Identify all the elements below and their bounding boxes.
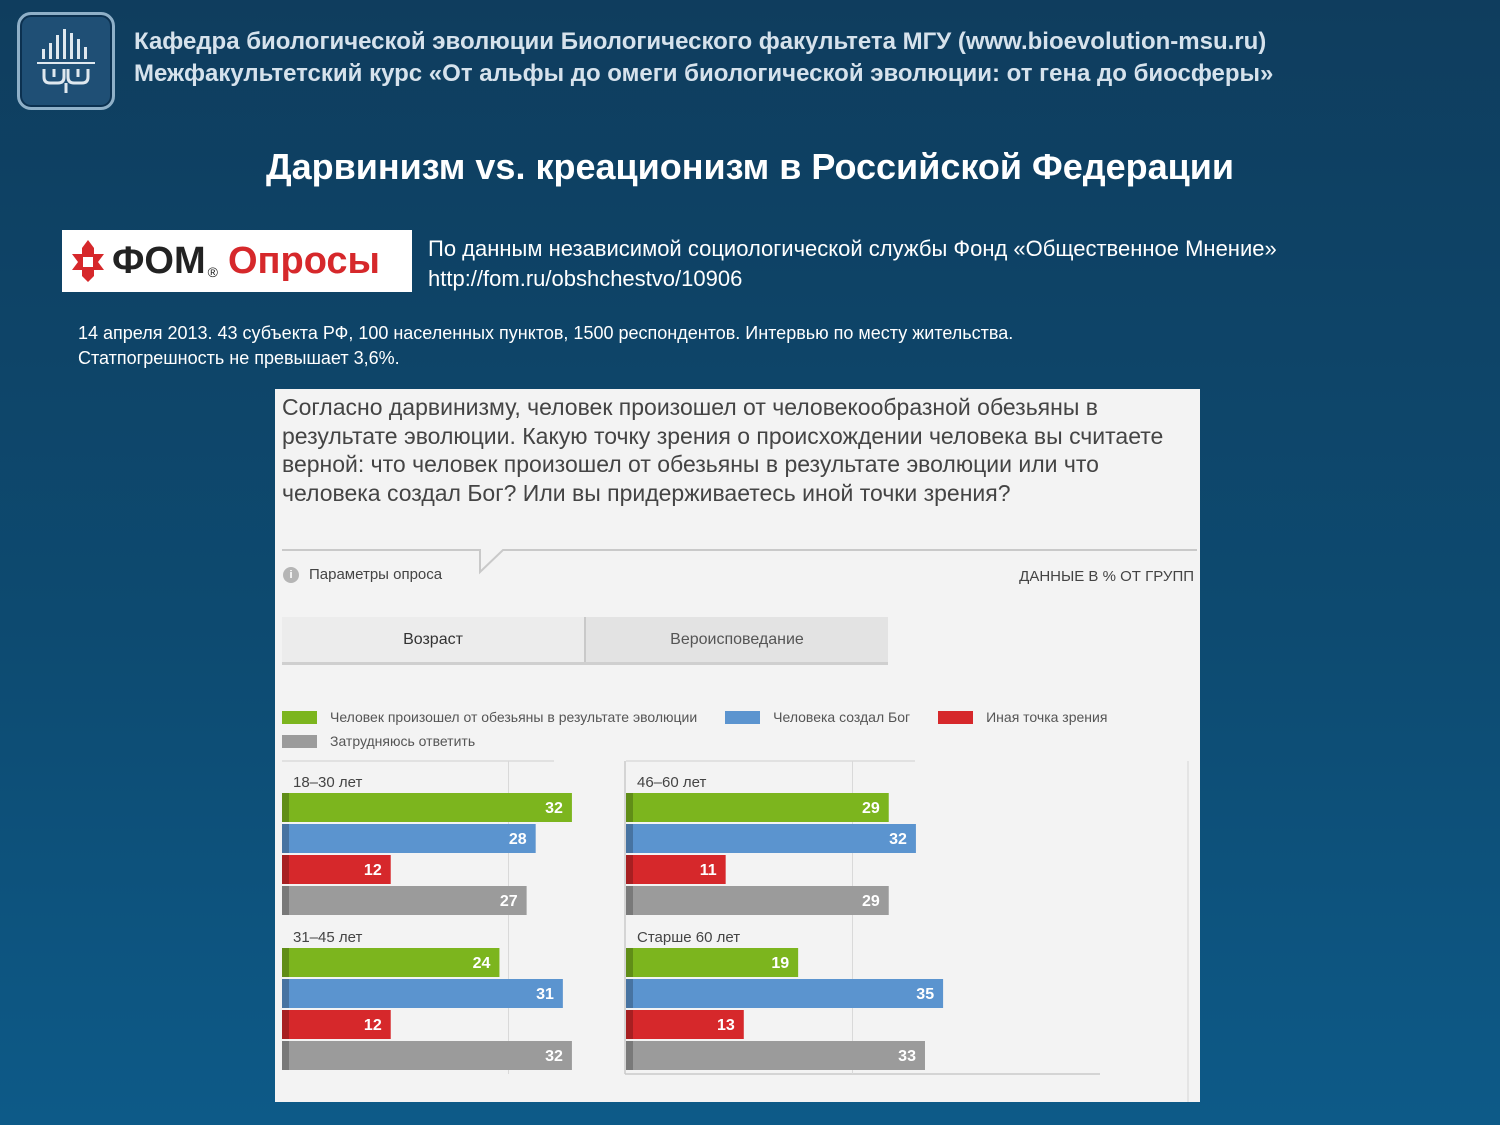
- bar-edge: [282, 979, 289, 1008]
- group-label: Старше 60 лет: [637, 929, 741, 946]
- survey-error-margin: Статпогрешность не превышает 3,6%.: [78, 348, 400, 368]
- bar-value-label: 32: [889, 831, 907, 848]
- fom-logo-reg: ®: [207, 264, 218, 280]
- bar: [282, 979, 563, 1008]
- bar-value-label: 29: [861, 800, 880, 817]
- bar: [626, 979, 943, 1008]
- bar: [282, 824, 536, 853]
- legend-label-other: Иная точка зрения: [986, 709, 1108, 725]
- bar: [282, 793, 572, 822]
- bar-value-label: 24: [472, 955, 491, 972]
- bar: [282, 948, 499, 977]
- survey-question: Согласно дарвинизму, человек произошел от человекообразной обезьяны в результате эволюции. Какую точку зрения о происхождении человека вы считаете верной: что человек произошел от обезьяны в результате эволюции или что человека создал Бог? Или вы придерживаетесь иной точки зрения?: [282, 394, 1164, 506]
- bar-edge: [626, 1041, 633, 1070]
- legend-swatch-god: [725, 711, 760, 724]
- course-header: Межфакультетский курс «От альфы до омеги биологической эволюции: от гена до биосферы»: [134, 60, 1274, 87]
- bar-value-label: 12: [363, 862, 382, 879]
- fom-mark-icon: [68, 238, 108, 284]
- bar-value-label: 31: [536, 986, 554, 1003]
- source-description: По данным независимой социологической службы Фонд «Общественное Мнение»: [428, 236, 1277, 261]
- breakdown-tabs: [282, 617, 888, 665]
- legend-swatch-unsure: [282, 735, 317, 748]
- legend-swatch-other: [938, 711, 973, 724]
- bar-edge: [626, 855, 633, 884]
- bar-value-label: 19: [771, 955, 790, 972]
- group-label: 31–45 лет: [293, 929, 363, 946]
- bar-value-label: 13: [716, 1017, 735, 1034]
- bar-edge: [282, 855, 289, 884]
- bar-value-label: 32: [545, 1048, 563, 1065]
- survey-params-link[interactable]: [283, 566, 442, 583]
- legend-item-evolution: [282, 709, 697, 725]
- department-header: Кафедра биологической эволюции Биологического факультета МГУ (www.bioevolution-msu.ru): [134, 28, 1267, 55]
- bar: [282, 1041, 572, 1070]
- legend-item-other: [938, 709, 1107, 725]
- survey-details: 14 апреля 2013. 43 субъекта РФ, 100 населенных пунктов, 1500 респондентов. Интервью по месту жительства.: [78, 323, 1014, 343]
- bar: [626, 1041, 925, 1070]
- legend-item-unsure: [282, 733, 475, 749]
- legend-label-evolution: Человек произошел от обезьяны в результате эволюции: [330, 709, 698, 725]
- bar: [626, 793, 889, 822]
- bar-value-label: 11: [699, 862, 717, 879]
- info-icon: i: [283, 567, 299, 583]
- bar-edge: [626, 793, 633, 822]
- tab-religion[interactable]: Вероисповедание: [584, 617, 888, 662]
- university-logo-icon: [17, 12, 115, 110]
- bar-edge: [626, 948, 633, 977]
- bar-value-label: 35: [916, 986, 935, 1003]
- data-units-label: ДАННЫЕ В % ОТ ГРУПП: [1019, 568, 1194, 585]
- fom-logo-subtext: Опросы: [227, 239, 381, 282]
- bar-edge: [626, 824, 633, 853]
- bar-value-label: 33: [898, 1048, 916, 1065]
- bar-edge: [626, 886, 633, 915]
- bar-edge: [626, 1010, 633, 1039]
- bar-value-label: 32: [545, 800, 563, 817]
- legend-swatch-evolution: [282, 711, 317, 724]
- legend-label-unsure: Затрудняюсь ответить: [330, 733, 476, 749]
- survey-params-label: Параметры опроса: [309, 566, 443, 583]
- bar-value-label: 28: [508, 831, 527, 848]
- bar: [626, 886, 889, 915]
- fom-logo-text: ФОМ: [112, 239, 206, 282]
- tab-age[interactable]: Возраст: [282, 617, 584, 662]
- bar-value-label: 12: [363, 1017, 382, 1034]
- chart-legend: [282, 705, 1182, 753]
- bar-edge: [282, 793, 289, 822]
- fom-logo: [62, 230, 412, 292]
- group-label: 18–30 лет: [293, 774, 363, 791]
- age-bar-chart: [275, 759, 1200, 1102]
- bar-edge: [282, 886, 289, 915]
- bar-value-label: 29: [861, 893, 880, 910]
- bar-edge: [626, 979, 633, 1008]
- bar-edge: [282, 1041, 289, 1070]
- legend-item-god: [725, 709, 910, 725]
- group-label: 46–60 лет: [637, 774, 707, 791]
- bar: [626, 824, 916, 853]
- bar-edge: [282, 1010, 289, 1039]
- source-url[interactable]: http://fom.ru/obshchestvo/10906: [428, 266, 743, 291]
- bar-edge: [282, 824, 289, 853]
- survey-panel: [275, 389, 1200, 1102]
- bar-value-label: 27: [499, 893, 518, 910]
- slide-title: Дарвинизм vs. креационизм в Российской Федерации: [265, 146, 1235, 187]
- bar-edge: [282, 948, 289, 977]
- bar: [282, 886, 527, 915]
- legend-label-god: Человека создал Бог: [773, 709, 911, 725]
